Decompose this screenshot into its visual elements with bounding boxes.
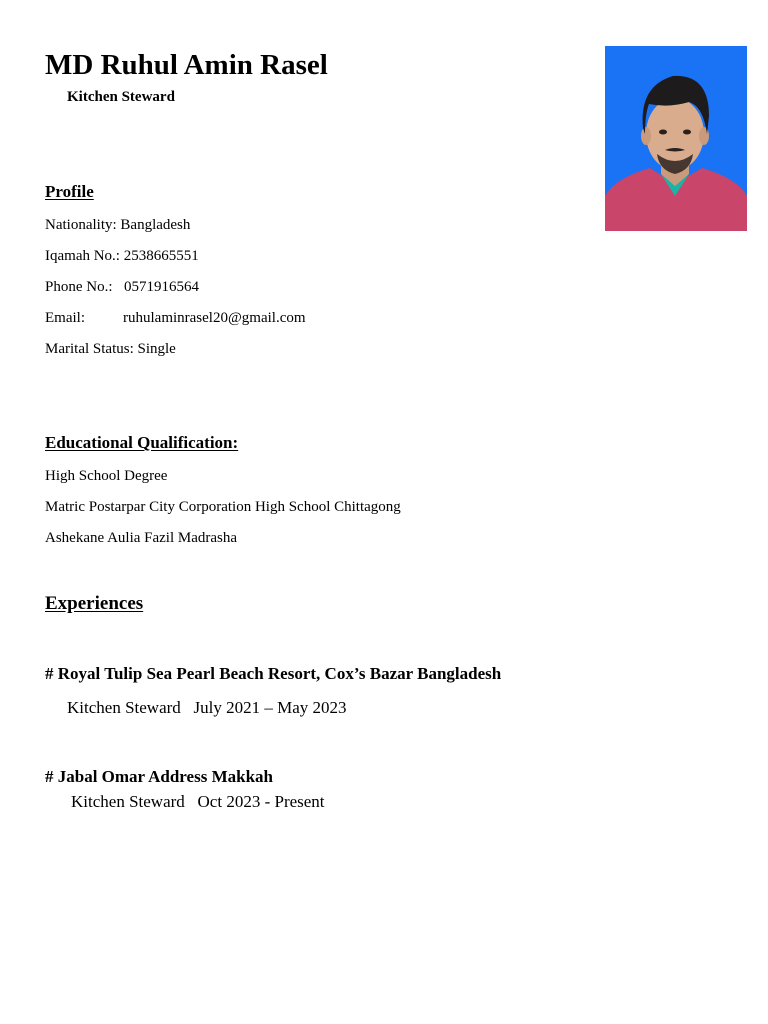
marital-value: Single: [137, 341, 176, 357]
iqamah-value: 2538665551: [123, 248, 199, 264]
experience-detail: [67, 697, 347, 719]
phone-value: 0571916564: [124, 279, 199, 295]
experience-org: # Royal Tulip Sea Pearl Beach Resort, Cox’s Bazar Bangladesh: [45, 664, 502, 683]
experience-detail: [71, 791, 325, 813]
nationality-value: Bangladesh: [120, 217, 191, 233]
job-title: Kitchen Steward: [67, 89, 175, 105]
phone-row: [45, 277, 199, 297]
education-item: High School Degree: [45, 468, 168, 484]
experience-role: Kitchen Steward: [71, 792, 185, 811]
nationality-row: [45, 215, 190, 235]
experience-org: # Jabal Omar Address Makkah: [45, 767, 273, 786]
person-portrait-icon: [605, 46, 747, 231]
marital-row: [45, 339, 176, 359]
candidate-name: MD Ruhul Amin Rasel: [45, 49, 328, 81]
experience-period: July 2021 – May 2023: [193, 698, 347, 717]
education-item: Ashekane Aulia Fazil Madrasha: [45, 530, 238, 546]
iqamah-label: Iqamah No.:: [45, 248, 120, 264]
iqamah-row: [45, 246, 199, 266]
email-value: ruhulaminrasel20@gmail.com: [123, 310, 306, 326]
marital-label: Marital Status:: [45, 341, 134, 357]
email-row: [45, 308, 306, 328]
experience-role: Kitchen Steward: [67, 698, 181, 717]
experiences-heading: Experiences: [45, 593, 144, 614]
email-label: Email:: [45, 310, 85, 326]
profile-photo: [605, 46, 747, 231]
education-heading: Educational Qualification:: [45, 433, 239, 452]
profile-heading: Profile: [45, 182, 94, 201]
phone-label: Phone No.:: [45, 279, 113, 295]
nationality-label: Nationality:: [45, 217, 117, 233]
experience-period: Oct 2023 - Present: [197, 792, 325, 811]
education-item: Matric Postarpar City Corporation High School Chittagong: [45, 499, 401, 515]
